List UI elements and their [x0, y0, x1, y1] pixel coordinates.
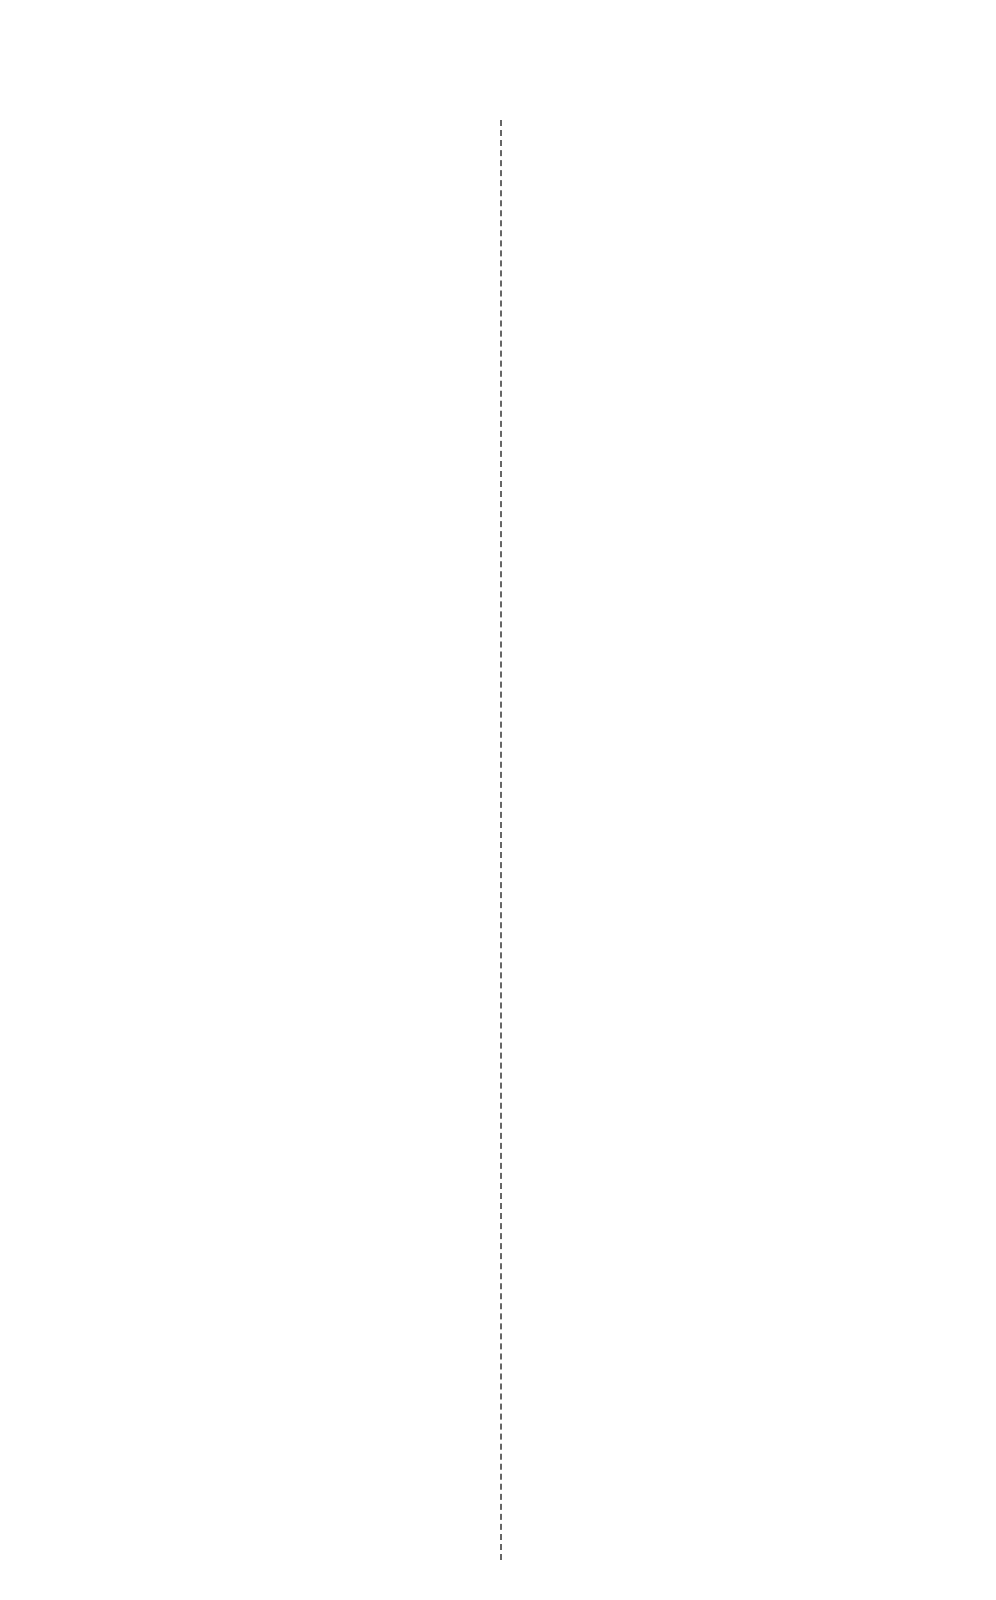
column-divider	[500, 120, 502, 1560]
